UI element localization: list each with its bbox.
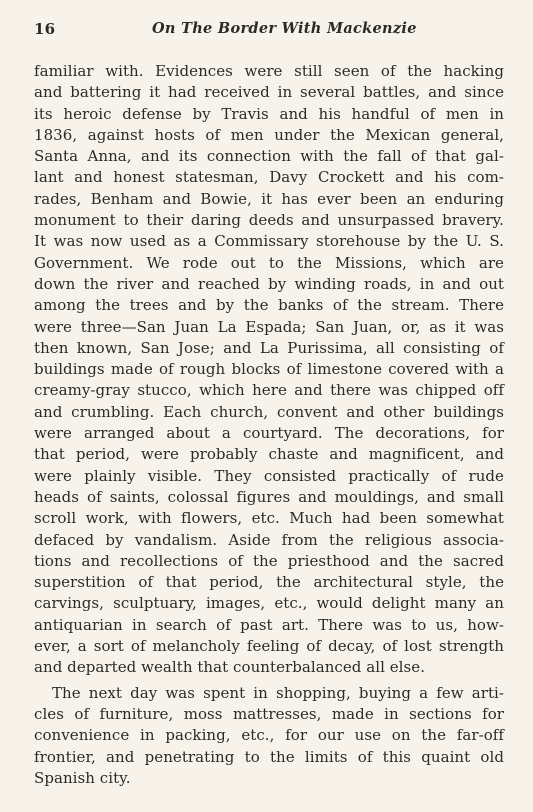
page-number: 16 <box>34 20 56 38</box>
paragraph-1 <box>34 61 504 679</box>
text-line: creamy-gray stucco, which here and there was chipped off <box>34 381 504 400</box>
text-line: 1836, against hosts of men under the Mexican general, <box>34 125 504 144</box>
page-header <box>34 20 504 44</box>
text-line: and departed wealth that counterbalanced all else. <box>34 658 426 677</box>
text-line: and battering it had received in several battles, and since <box>34 83 504 102</box>
text-line: scroll work, with flowers, etc. Much had been somewhat <box>34 509 504 528</box>
text-line: rades, Benham and Bowie, it has ever been an enduring <box>34 189 504 208</box>
text-line: convenience in packing, etc., for our use on the far-off <box>34 726 504 745</box>
text-line: Santa Anna, and its connection with the fall of that gal- <box>34 147 504 166</box>
text-line: Spanish city. <box>34 768 131 787</box>
text-line: then known, San Jose; and La Purissima, all consisting of <box>34 338 504 357</box>
paragraph-2 <box>34 683 504 789</box>
text-line: familiar with. Evidences were still seen of the hacking <box>34 62 504 80</box>
text-line: buildings made of rough blocks of limestone covered with a <box>34 360 504 379</box>
text-line: antiquarian in search of past art. There was to us, how- <box>34 615 504 634</box>
text-line: monument to their daring deeds and unsurpassed bravery. <box>34 211 504 230</box>
text-line: its heroic defense by Travis and his handful of men in <box>34 104 504 123</box>
text-line: The next day was spent in shopping, buying a few arti- <box>52 683 504 702</box>
text-line: defaced by vandalism. Aside from the religious associa- <box>34 530 504 549</box>
text-line: superstition of that period, the architectural style, the <box>34 573 504 592</box>
text-line: It was now used as a Commissary storehouse by the U. S. <box>34 232 504 251</box>
text-line: cles of furniture, moss mattresses, made in sections for <box>34 704 504 723</box>
text-line: were three—San Juan La Espada; San Juan, or, as it was <box>34 317 504 336</box>
text-line: ever, a sort of melancholy feeling of decay, of lost strength <box>34 637 504 656</box>
running-title: On The Border With Mackenzie <box>152 20 417 37</box>
text-line: that period, were probably chaste and magnificent, and <box>34 445 504 464</box>
text-line: lant and honest statesman, Davy Crockett and his com- <box>34 168 504 187</box>
text-line: were arranged about a courtyard. The decorations, for <box>34 424 504 443</box>
text-line: and crumbling. Each church, convent and other buildings <box>34 402 504 421</box>
text-line: among the trees and by the banks of the stream. There <box>34 296 504 315</box>
text-line: heads of saints, colossal figures and mouldings, and small <box>34 487 504 506</box>
text-line: carvings, sculptuary, images, etc., would delight many an <box>34 594 504 613</box>
text-line: down the river and reached by winding roads, in and out <box>34 274 504 293</box>
text-line: Government. We rode out to the Missions, which are <box>34 253 504 272</box>
text-line: were plainly visible. They consisted practically of rude <box>34 466 504 485</box>
text-line: tions and recollections of the priesthood and the sacred <box>34 551 504 570</box>
body-text <box>34 61 504 789</box>
text-line: frontier, and penetrating to the limits of this quaint old <box>34 747 504 766</box>
